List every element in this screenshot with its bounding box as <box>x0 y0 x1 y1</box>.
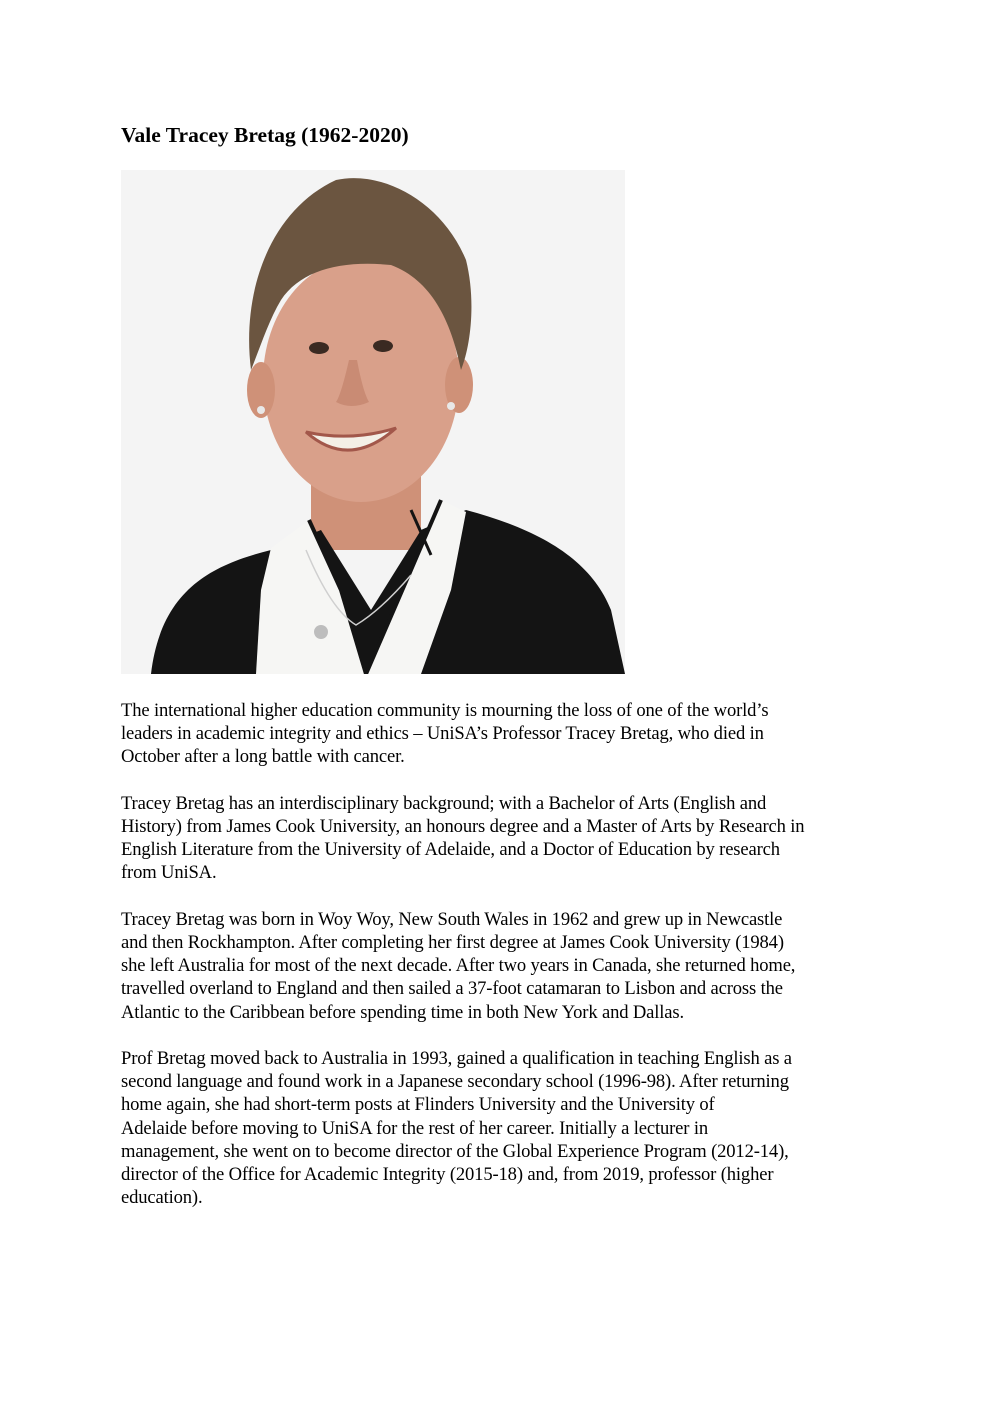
text-line: home again, she had short-term posts at Flinders University and the University of <box>121 1094 715 1116</box>
text-line: education). <box>121 1187 203 1209</box>
text-line: Atlantic to the Caribbean before spending time in both New York and Dallas. <box>121 1001 684 1023</box>
text-line: from UniSA. <box>121 862 217 884</box>
paragraph-intro <box>121 699 891 769</box>
paragraph-education <box>121 792 891 885</box>
text-line: Tracey Bretag has an interdisciplinary background; with a Bachelor of Arts (English and <box>121 792 767 814</box>
portrait-photo <box>121 170 625 674</box>
text-line: Tracey Bretag was born in Woy Woy, New South Wales in 1962 and grew up in Newcastle <box>121 908 783 930</box>
text-line: second language and found work in a Japanese secondary school (1996-98). After returning <box>121 1071 789 1093</box>
text-line: The international higher education community is mourning the loss of one of the world’s <box>121 700 769 721</box>
text-line: October after a long battle with cancer. <box>121 746 405 768</box>
text-line: Adelaide before moving to UniSA for the rest of her career. Initially a lecturer in <box>121 1117 708 1139</box>
paragraph-career <box>121 1047 891 1209</box>
text-line: English Literature from the University of Adelaide, and a Doctor of Education by research <box>121 839 780 861</box>
text-line: travelled overland to England and then sailed a 37-foot catamaran to Lisbon and across the <box>121 978 783 1000</box>
text-line: History) from James Cook University, an honours degree and a Master of Arts by Research in <box>121 816 805 837</box>
paragraph-early-life <box>121 908 891 1024</box>
portrait-illustration <box>121 170 625 674</box>
text-line: Prof Bretag moved back to Australia in 1993, gained a qualification in teaching English as a <box>121 1048 792 1069</box>
text-line: management, she went on to become director of the Global Experience Program (2012-14), <box>121 1140 789 1162</box>
page-title: Vale Tracey Bretag (1962-2020) <box>121 123 409 147</box>
text-line: director of the Office for Academic Integrity (2015-18) and, from 2019, professor (higher <box>121 1164 774 1186</box>
text-line: leaders in academic integrity and ethics – UniSA’s Professor Tracey Bretag, who died in <box>121 723 764 745</box>
text-line: and then Rockhampton. After completing her first degree at James Cook University (1984) <box>121 932 784 953</box>
article-body <box>121 699 891 1233</box>
text-line: she left Australia for most of the next decade. After two years in Canada, she returned home, <box>121 955 796 977</box>
